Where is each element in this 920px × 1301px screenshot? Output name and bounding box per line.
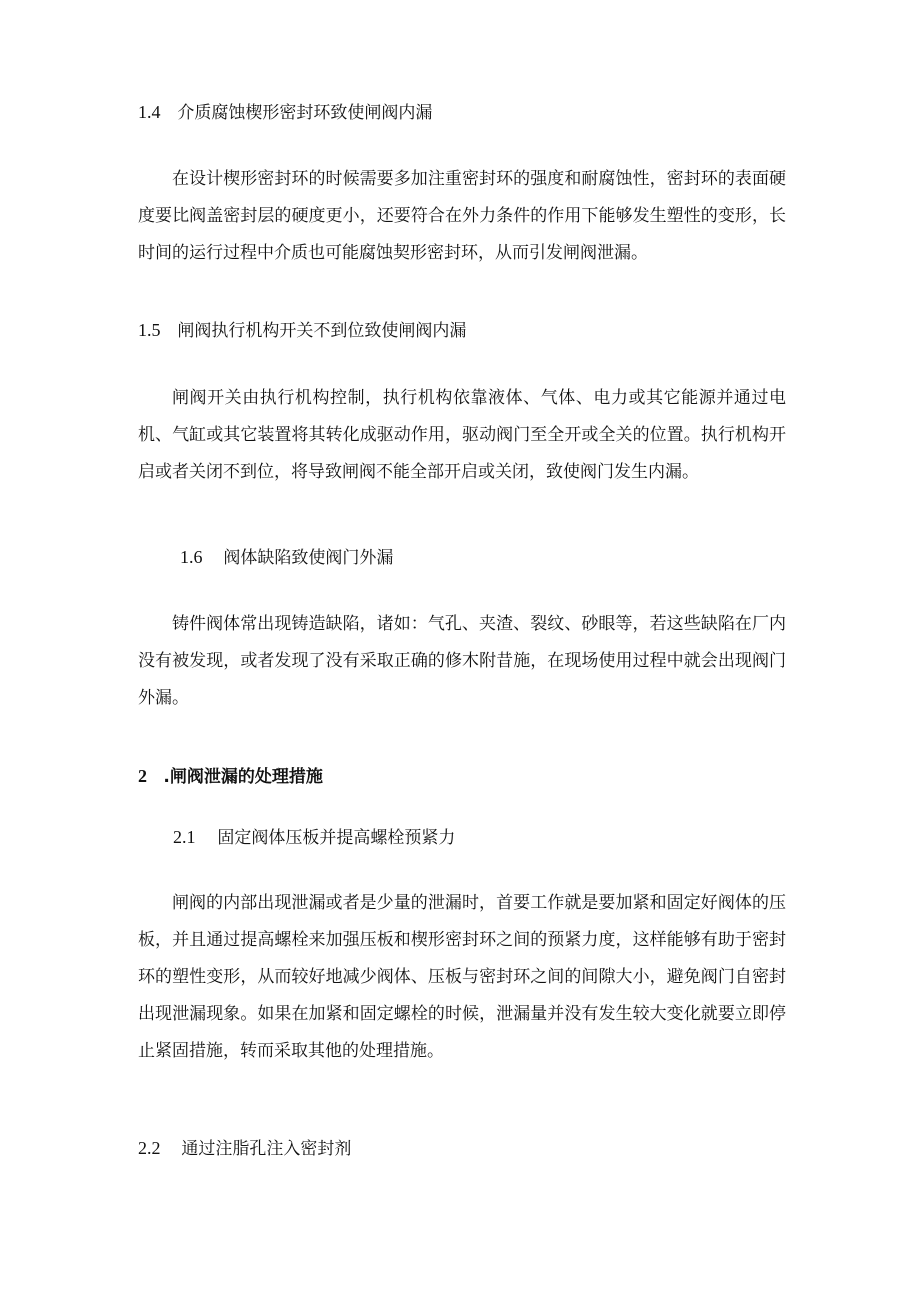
section-heading-2	[138, 764, 323, 789]
section-title: 固定阀体压板并提高螺栓预紧力	[217, 828, 456, 848]
section-heading-1-6	[180, 545, 393, 570]
section-title: .闸阀泄漏的处理措施	[163, 767, 323, 787]
section-number: 2	[138, 766, 147, 786]
paragraph-actuator: 闸阀开关由执行机构控制，执行机构依靠液体、气体、电力或其它能源并通过电机、气缸或其它装置将其转化成驱动作用，驱动阀门至全开或全关的位置。执行机构开启或者关闭不到位，将导致闸阀不能全部开启或关闭，致使阀门发生内漏。	[138, 388, 786, 482]
paragraph-sealing-ring-corrosion: 在设计楔形密封环的时候需要多加注重密封环的强度和耐腐蚀性，密封环的表面硬度要比阀盖密封层的硬度更小，还要符合在外力条件的作用下能够发生塑性的变形，长时间的运行过程中介质也可能腐蚀契形密封环，从而引发闸阀泄漏。	[138, 169, 786, 263]
section-number: 1.4	[138, 102, 161, 122]
section-heading-1-4	[138, 100, 432, 125]
paragraph-fix-pressure-plate: 闸阀的内部出现泄漏或者是少量的泄漏时，首要工作就是要加紧和固定好阀体的压板，并且通过提高螺栓来加强压板和楔形密封环之间的预紧力度，这样能够有助于密封环的塑性变形，从而较好地减少阀体、压板与密封环之间的间隙大小，避免阀门自密封出现泄漏现象。如果在加紧和固定螺栓的时候，泄漏量并没有发生较大变化就要立即停止紧固措施，转而采取其他的处理措施。	[138, 893, 786, 1061]
section-heading-1-5	[138, 318, 466, 343]
paragraph-casting-defects: 铸件阀体常出现铸造缺陷，诸如：气孔、夹渣、裂纹、砂眼等，若这些缺陷在厂内没有被发现，或者发现了没有采取正确的修木附昔施，在现场使用过程中就会出现阀门外漏。	[138, 614, 786, 708]
section-number: 1.5	[138, 320, 161, 340]
section-number: 1.6	[180, 547, 203, 567]
section-title: 闸阀执行机构开关不到位致使闸阀内漏	[177, 321, 467, 341]
section-number: 2.1	[173, 827, 196, 847]
section-heading-2-2	[138, 1136, 351, 1161]
section-heading-2-1	[173, 825, 455, 850]
section-number: 2.2	[138, 1138, 161, 1158]
section-title: 介质腐蚀楔形密封环致使闸阀内漏	[177, 103, 433, 123]
section-title: 通过注脂孔注入密封剂	[181, 1139, 352, 1159]
section-title: 阀体缺陷致使阀门外漏	[223, 548, 394, 568]
